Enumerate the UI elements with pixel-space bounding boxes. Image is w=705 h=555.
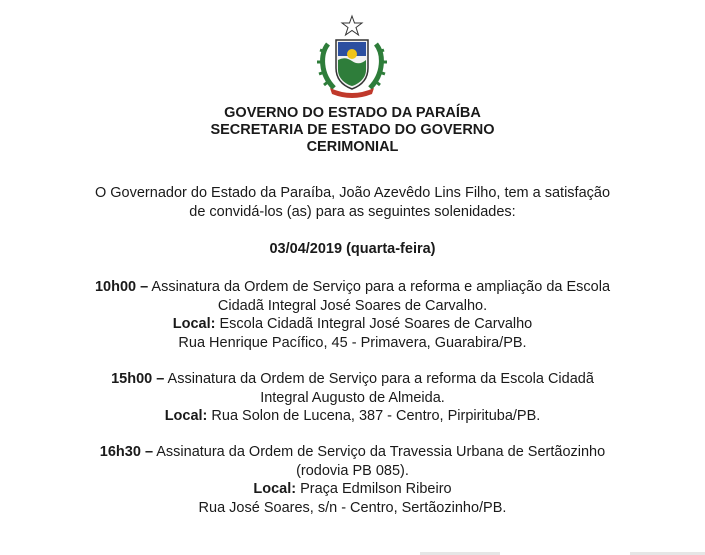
event-address: Rua José Soares, s/n - Centro, Sertãozinho/PB. <box>198 499 507 516</box>
event-time: 10h00 – <box>94 279 149 295</box>
event-location <box>0 480 705 499</box>
event-description <box>0 278 705 297</box>
event-text: Assinatura da Ordem de Serviço para a reforma e ampliação da Escola <box>148 279 611 295</box>
event-address: Rua Henrique Pacífico, 45 - Primavera, Guarabira/PB. <box>178 334 527 351</box>
event-item <box>0 443 705 517</box>
event-text-continued: Integral Augusto de Almeida. <box>260 389 445 406</box>
location-value: Praça Edmilson Ribeiro <box>296 481 452 497</box>
event-location <box>0 315 705 334</box>
event-description <box>0 443 705 462</box>
event-item <box>0 278 705 352</box>
secretariat-title: SECRETARIA DE ESTADO DO GOVERNO <box>210 122 495 138</box>
event-text: Assinatura da Ordem de Serviço da Travessia Urbana de Sertãozinho <box>153 444 606 460</box>
event-text-continued: (rodovia PB 085). <box>296 462 409 479</box>
event-text-continued: Cidadã Integral José Soares de Carvalho. <box>217 297 488 314</box>
location-label: Local: <box>253 481 297 497</box>
event-item <box>0 370 705 426</box>
event-time: 15h00 – <box>111 371 165 387</box>
event-description <box>0 370 705 389</box>
event-time: 16h30 – <box>99 444 154 460</box>
event-date: 03/04/2019 (quarta-feira) <box>269 241 436 257</box>
intro-line: O Governador do Estado da Paraíba, João Azevêdo Lins Filho, tem a satisfação <box>94 185 611 201</box>
intro-line: de convidá-los (as) para as seguintes solenidades: <box>189 204 516 220</box>
event-text: Assinatura da Ordem de Serviço para a reforma da Escola Cidadã <box>164 371 594 387</box>
letterhead <box>0 105 705 156</box>
government-title: GOVERNO DO ESTADO DA PARAÍBA <box>224 105 481 121</box>
state-coat-of-arms-icon <box>312 14 392 98</box>
location-value: Rua Solon de Lucena, 387 - Centro, Pirpirituba/PB. <box>207 408 541 424</box>
location-label: Local: <box>172 316 216 332</box>
event-location <box>0 407 705 426</box>
location-label: Local: <box>164 408 208 424</box>
department-title: CERIMONIAL <box>306 139 399 155</box>
location-value: Escola Cidadã Integral José Soares de Carvalho <box>215 316 533 332</box>
invitation-intro <box>0 184 705 222</box>
